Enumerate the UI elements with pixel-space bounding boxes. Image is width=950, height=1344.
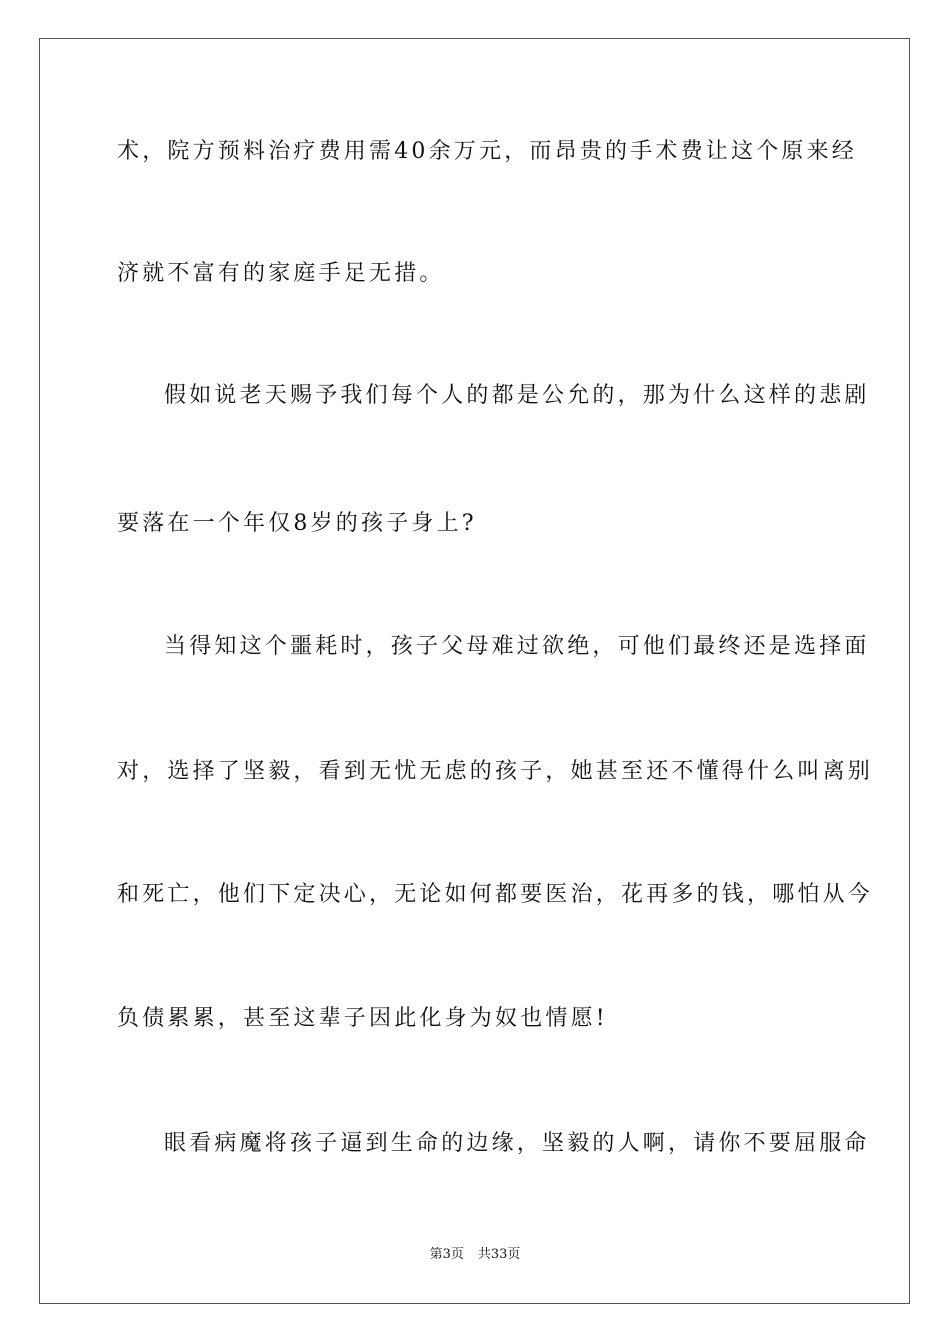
text-line-7: 和死亡，他们下定决心，无论如何都要医治，花再多的钱，哪怕从今: [117, 882, 874, 907]
page-number: 第3页: [429, 1247, 464, 1262]
paragraph-start-line-9: 眼看病魔将孩子逼到生命的边缘，坚毅的人啊，请你不要屈服命: [164, 1131, 870, 1156]
text-line-1: 术，院方预料治疗费用需40余万元，而昂贵的手术费让这个原来经: [117, 139, 857, 164]
page-footer: [0, 1246, 950, 1264]
text-line-6: 对，选择了坚毅，看到无忧无虑的孩子，她甚至还不懂得什么叫离别: [117, 759, 874, 784]
paragraph-start-line-3: 假如说老天赐予我们每个人的都是公允的，那为什么这样的悲剧: [164, 383, 870, 408]
paragraph-start-line-5: 当得知这个噩耗时，孩子父母难过欲绝，可他们最终还是选择面: [164, 634, 870, 659]
total-pages: 共33页: [477, 1247, 521, 1262]
text-line-8: 负债累累，甚至这辈子因此化身为奴也情愿!: [117, 1006, 608, 1031]
text-line-2: 济就不富有的家庭手足无措。: [117, 261, 445, 286]
text-line-4: 要落在一个年仅8岁的孩子身上?: [117, 511, 477, 536]
page-frame: [39, 38, 910, 1304]
